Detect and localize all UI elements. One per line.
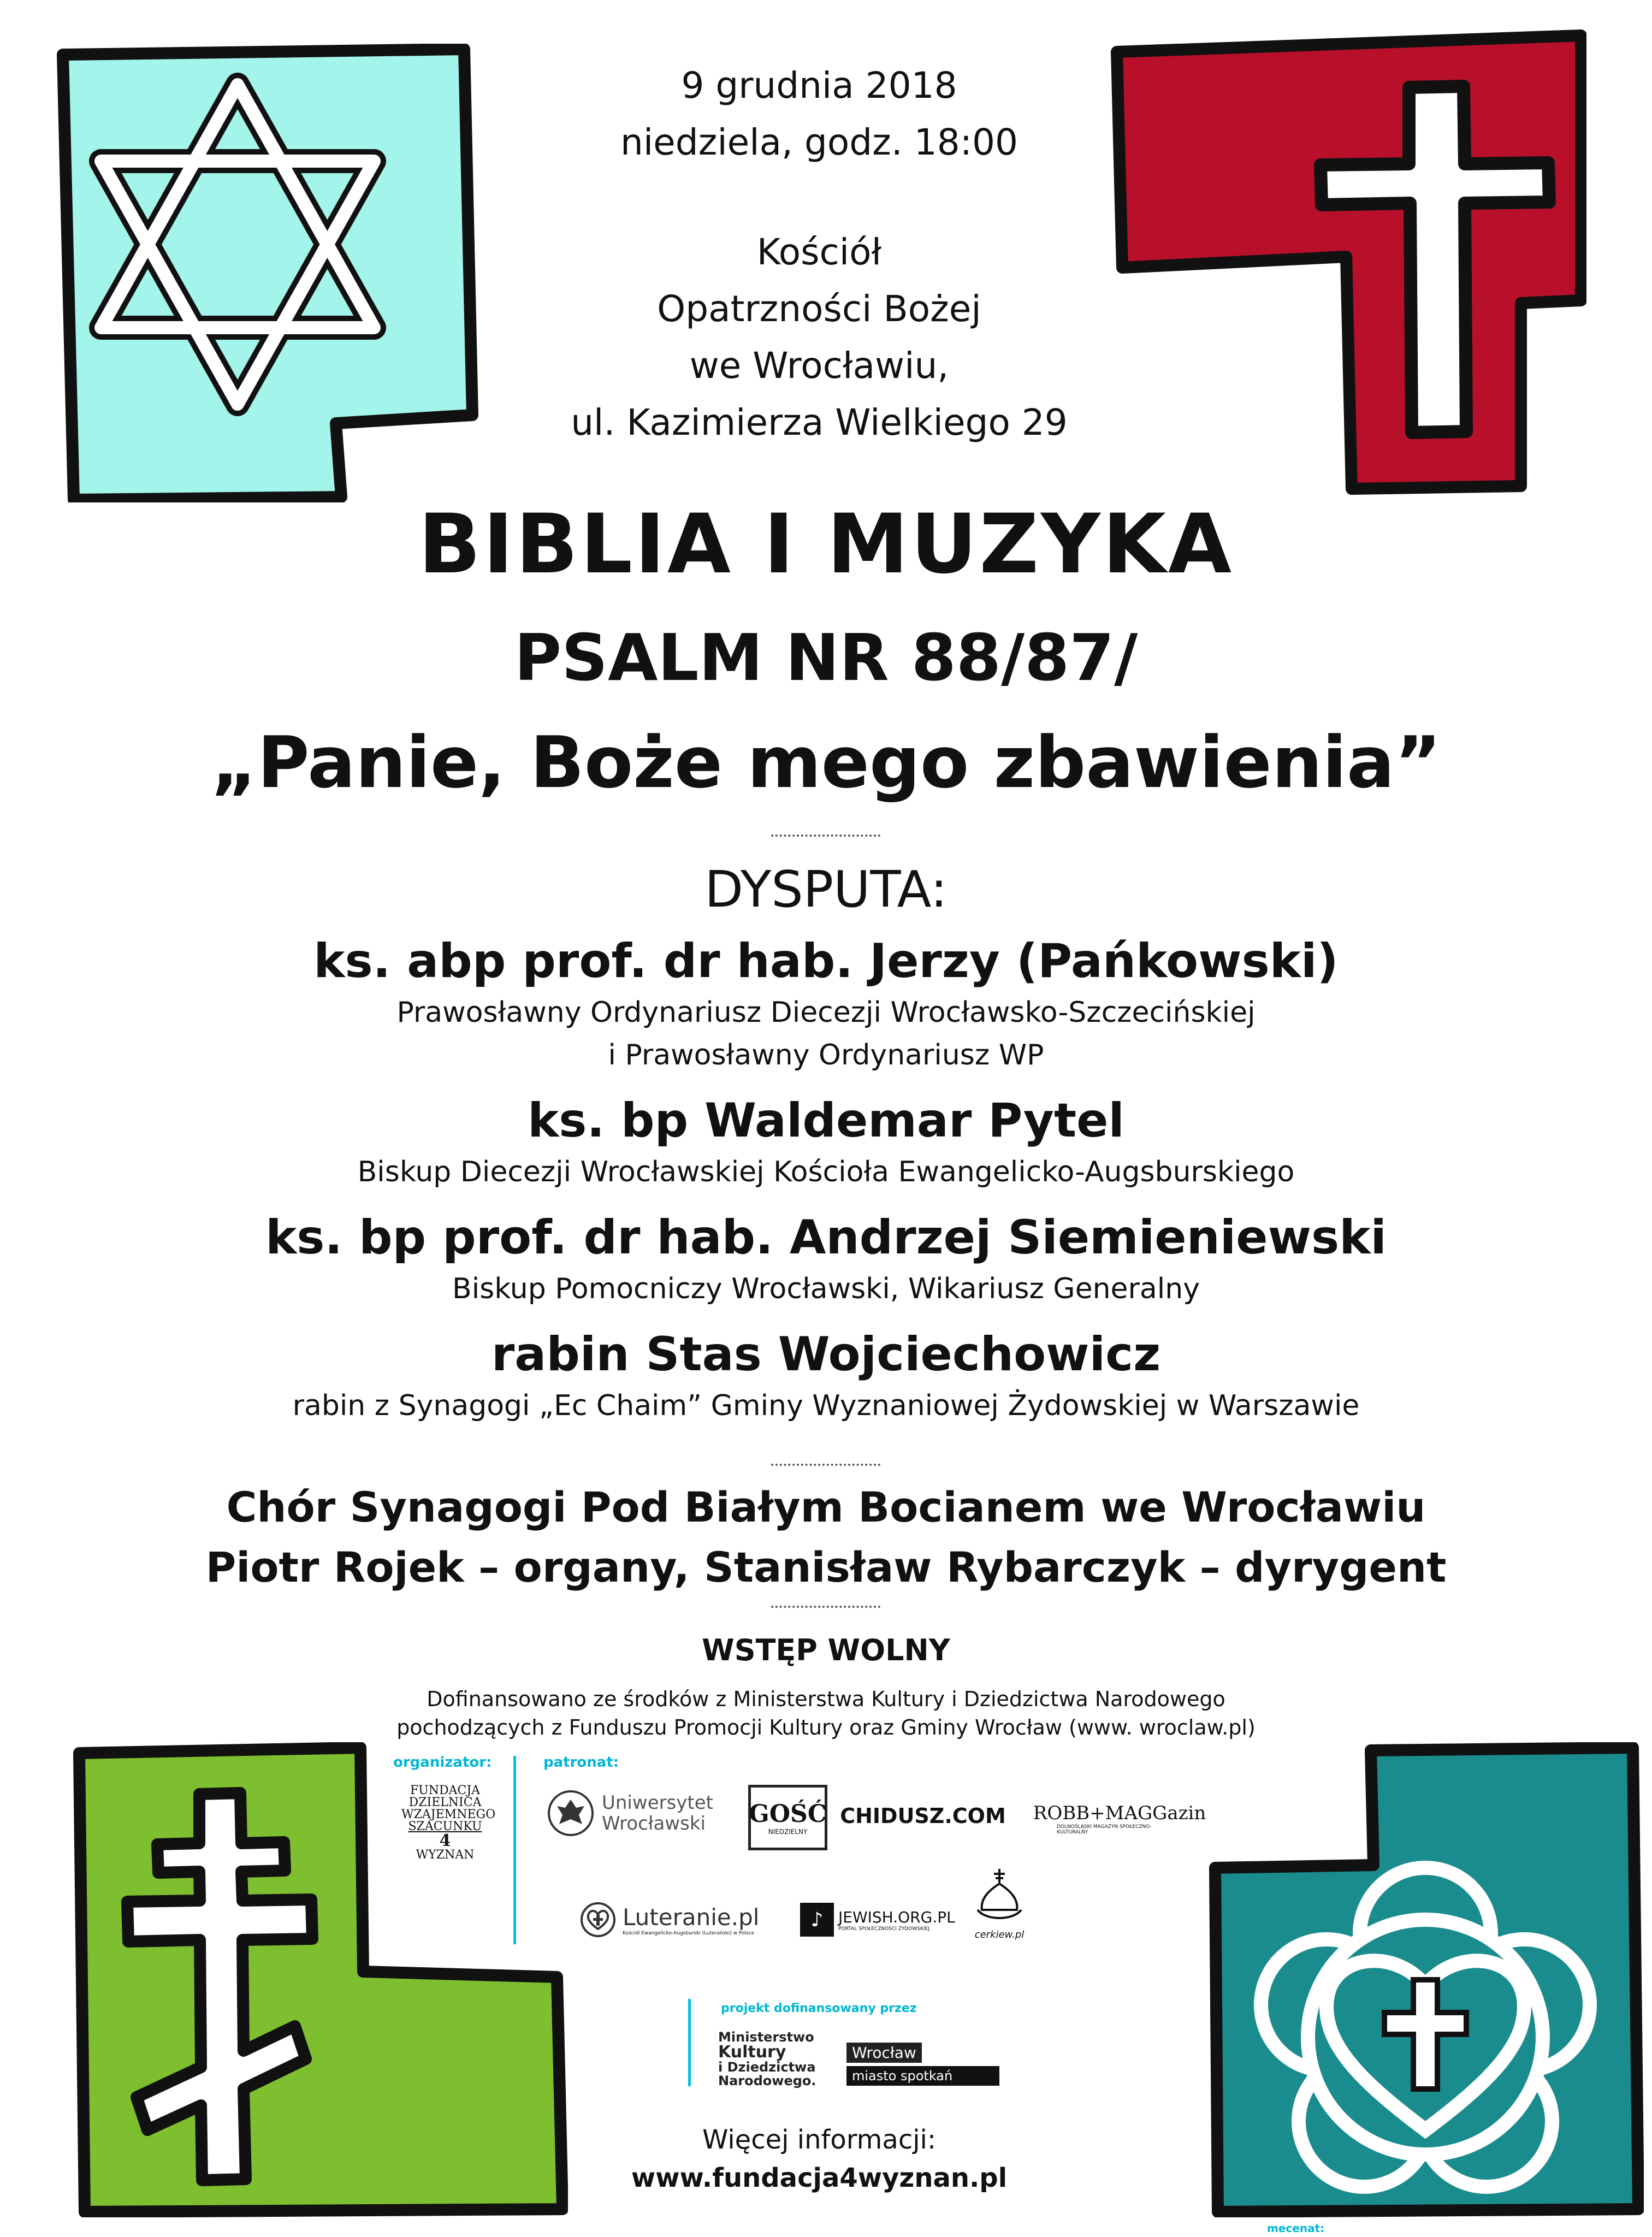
star-of-david-icon [52, 44, 483, 502]
uni-wroclaw-logo: Uniwersytet Wrocławski [546, 1786, 726, 1841]
luteranie-logo: Luteranie.pl Kościół Ewangelicko-Augsburski (Luterański) w Polsce [579, 1898, 808, 1942]
separator-line [513, 1756, 516, 1944]
patron-label: patronat: [543, 1754, 619, 1771]
speaker-role: Biskup Pomocniczy Wrocławski, Wikariusz Generalny [452, 1273, 1200, 1305]
eagle-emblem-icon [546, 1789, 595, 1838]
speaker-role: Biskup Diecezji Wrocławskiej Kościoła Ewangelicko-Augsburskiego [357, 1156, 1295, 1188]
event-venue [437, 224, 1201, 451]
choir-line: Chór Synagogi Pod Białym Bocianem we Wrocławiu [226, 1483, 1426, 1531]
speaker-role: Prawosławny Ordynariusz Diecezji Wrocławsko-Szczecińskiej [396, 996, 1256, 1029]
speaker [109, 1208, 1543, 1310]
speaker [109, 931, 1543, 1076]
venue-line: Opatrzności Bożej [657, 288, 981, 330]
foundation-logo: FUNDACJA DZIELNICA WZAJEMNEGO SZACUNKU 4 WYZNAN [401, 1784, 496, 1862]
luther-rose-icon [1207, 1742, 1644, 2217]
mecenat-label: mecenat: [1267, 2222, 1325, 2235]
jewish-org-logo: ♪ JEWISH.ORG.PL PORTAL SPOŁECZNOŚCI ŻYDOWSKIEJ [800, 1901, 956, 1939]
ministry-logo: Ministerstwo Kultury i Dziedzictwa Narodowego. [718, 2029, 816, 2088]
dispute-heading: DYSPUTA: [704, 860, 948, 919]
divider [771, 1606, 880, 1608]
speaker [109, 1091, 1543, 1193]
star-of-david-tile [52, 44, 483, 502]
more-info-link[interactable]: www.fundacja4wyznan.pl [631, 2163, 1008, 2193]
funding-line: pochodzących z Funduszu Promocji Kultury oraz Gminy Wrocław (www. wroclaw.pl) [396, 1715, 1256, 1739]
gosc-logo: GOŚĆ NIEDZIELNY [748, 1785, 827, 1850]
project-label: projekt dofinansowany przez [721, 2002, 917, 2015]
wroclaw-logo: Wrocław miasto spotkań [846, 2043, 999, 2086]
organizer-label: organizator: [393, 1754, 492, 1771]
speaker-name: ks. abp prof. dr hab. Jerzy (Pańkowski) [313, 934, 1339, 989]
free-entry: WSTĘP WOLNY [702, 1633, 950, 1667]
event-time: niedziela, godz. 18:00 [620, 121, 1018, 163]
more-info-label: Więcej informacji: [702, 2124, 937, 2155]
robb-maggazin-logo: ROBB+MAGGazin DOLNOŚLĄSKI MAGAZYN SPOŁECZNO-KULTURALNY [1033, 1802, 1206, 1835]
speaker-role: rabin z Synagogi „Ec Chaim” Gminy Wyznaniowej Żydowskiej w Warszawie [292, 1389, 1360, 1422]
divider [771, 1464, 880, 1466]
divider [771, 835, 880, 837]
event-date: 9 grudnia 2018 [681, 64, 957, 106]
cerkiew-logo: cerkiew.pl [967, 1862, 1032, 1944]
funding-note [273, 1685, 1379, 1742]
luther-rose-small-icon [579, 1901, 617, 1939]
speakers-list [109, 931, 1543, 1427]
funding-line: Dofinansowano ze środków z Ministerstwa Kultury i Dziedzictwa Narodowego [427, 1687, 1225, 1711]
speaker-name: rabin Stas Wojciechowicz [491, 1327, 1161, 1382]
page-title: BIBLIA I MUZYKA [418, 497, 1234, 592]
psalm-quote: „Panie, Boże mego zbawienia” [210, 721, 1442, 804]
luther-rose-tile [1207, 1742, 1644, 2217]
psalm-title: PSALM NR 88/87/ [514, 620, 1138, 695]
performers-line: Piotr Rojek – organy, Stanisław Rybarczyk – dyrygent [205, 1543, 1447, 1591]
speaker-name: ks. bp Waldemar Pytel [528, 1093, 1124, 1148]
church-dome-icon [972, 1866, 1027, 1929]
event-info [492, 57, 1147, 171]
music-credits [109, 1477, 1543, 1597]
venue-line: ul. Kazimierza Wielkiego 29 [571, 401, 1068, 443]
speaker-role: i Prawosławny Ordynariusz WP [608, 1039, 1044, 1072]
venue-line: we Wrocławiu, [689, 345, 949, 387]
speaker-name: ks. bp prof. dr hab. Andrzej Siemieniewski [265, 1210, 1387, 1265]
chidusz-logo: CHIDUSZ.COM [840, 1804, 1006, 1828]
venue-line: Kościół [756, 231, 882, 273]
jewish-org-icon: ♪ [800, 1903, 834, 1937]
separator-line [688, 1999, 691, 2086]
speaker [109, 1324, 1543, 1427]
